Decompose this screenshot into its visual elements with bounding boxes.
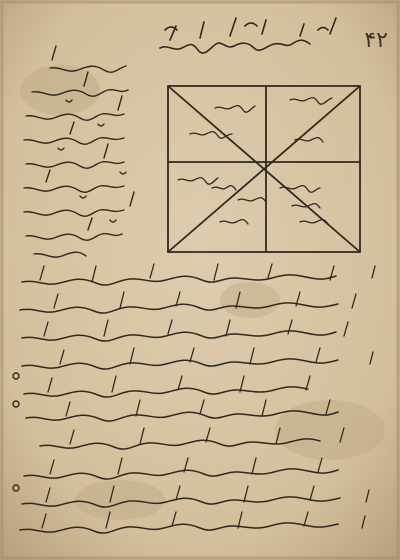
page-number: ۴۲ [364, 28, 388, 53]
